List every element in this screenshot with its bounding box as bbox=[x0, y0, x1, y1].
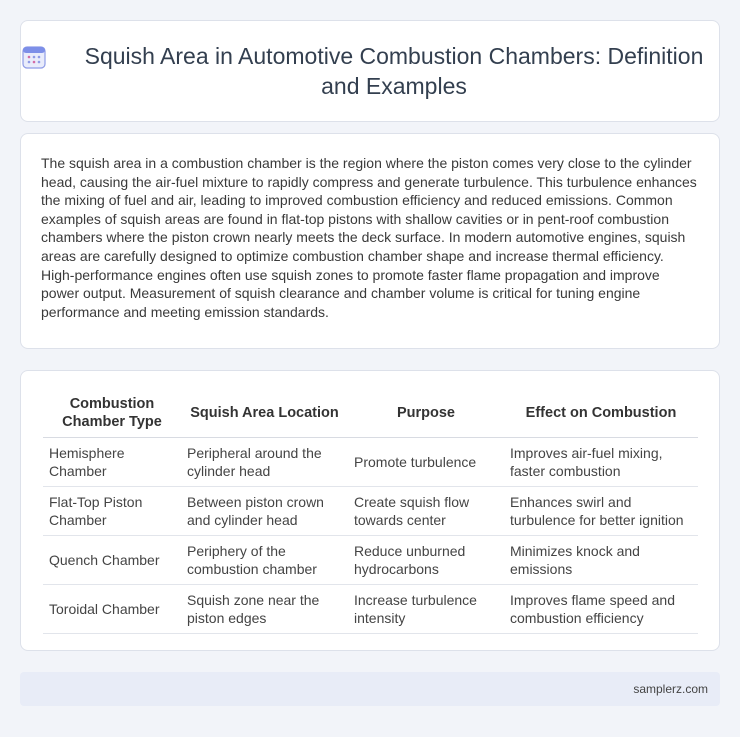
page-title: Squish Area in Automotive Combustion Chambers: Definition and Examples bbox=[84, 43, 704, 99]
calendar-icon bbox=[21, 44, 47, 70]
table-card bbox=[20, 370, 720, 651]
table-cell: Enhances swirl and turbulence for better ignition bbox=[504, 487, 698, 536]
column-header: Effect on Combustion bbox=[504, 391, 698, 438]
table-cell: Peripheral around the cylinder head bbox=[181, 438, 348, 487]
description-card bbox=[20, 133, 720, 349]
table-cell: Increase turbulence intensity bbox=[348, 585, 504, 634]
table-cell: Periphery of the combustion chamber bbox=[181, 536, 348, 585]
description-text: The squish area in a combustion chamber is the region where the piston comes very close to the cylinder head, causing the air-fuel mixture to rapidly compress and generate turbulence. This turbulence enhances the mixing of fuel and air, leading to improved combustion efficiency and reduced emissions. Common examples of squish areas are found in flat-top pistons with shallow cavities or in pent-roof combustion chambers where the piston crown nearly meets the deck surface. In modern automotive engines, squish areas are carefully designed to optimize combustion chamber shape and increase thermal efficiency. High-performance engines often use squish zones to promote faster flame propagation and improve power output. Measurement of squish clearance and chamber volume is critical for tuning engine performance and meeting emission standards. bbox=[41, 155, 697, 320]
table-header-row bbox=[43, 391, 698, 438]
column-header: Combustion Chamber Type bbox=[43, 391, 181, 438]
column-header: Squish Area Location bbox=[181, 391, 348, 438]
table-cell: Toroidal Chamber bbox=[43, 585, 181, 634]
column-header: Purpose bbox=[348, 391, 504, 438]
table-cell: Hemisphere Chamber bbox=[43, 438, 181, 487]
table-cell: Create squish flow towards center bbox=[348, 487, 504, 536]
table-cell: Flat-Top Piston Chamber bbox=[43, 487, 181, 536]
table-cell: Squish zone near the piston edges bbox=[181, 585, 348, 634]
table-row bbox=[43, 536, 698, 585]
table-cell: Minimizes knock and emissions bbox=[504, 536, 698, 585]
table-cell: Improves air-fuel mixing, faster combustion bbox=[504, 438, 698, 487]
table-cell: Improves flame speed and combustion efficiency bbox=[504, 585, 698, 634]
title-card bbox=[20, 20, 720, 122]
comparison-table bbox=[43, 391, 698, 634]
footer-bar bbox=[20, 672, 720, 706]
table-cell: Between piston crown and cylinder head bbox=[181, 487, 348, 536]
table-row bbox=[43, 438, 698, 487]
table-row bbox=[43, 585, 698, 634]
table-cell: Quench Chamber bbox=[43, 536, 181, 585]
footer-site-link[interactable]: samplerz.com bbox=[633, 682, 708, 696]
table-row bbox=[43, 487, 698, 536]
table-cell: Promote turbulence bbox=[348, 438, 504, 487]
table-cell: Reduce unburned hydrocarbons bbox=[348, 536, 504, 585]
